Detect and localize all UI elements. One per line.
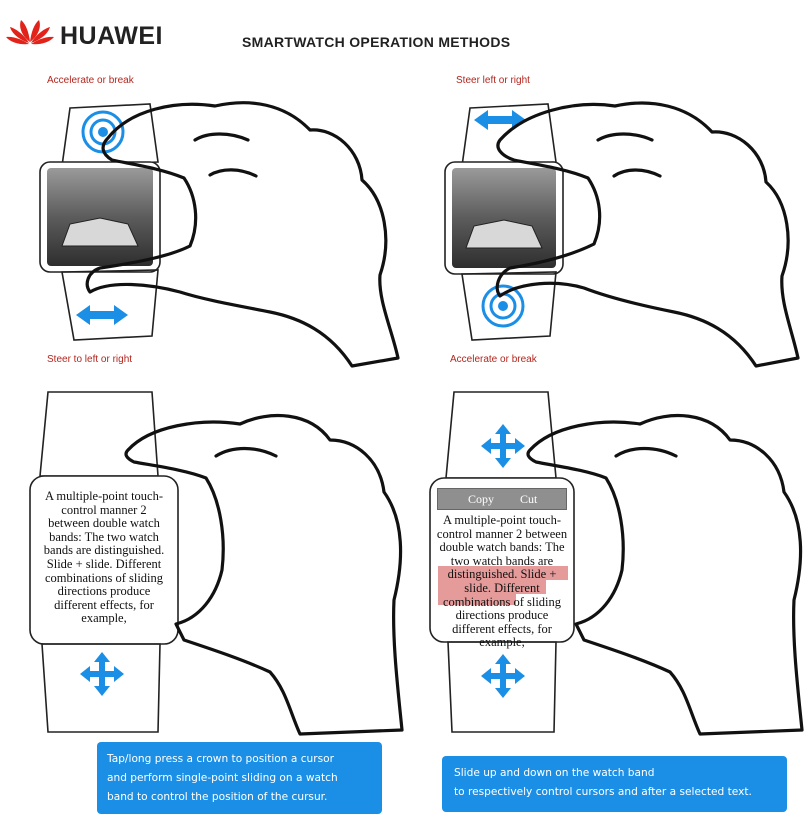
four-way-arrow-icon [481, 654, 525, 698]
four-way-arrow-icon [481, 424, 525, 468]
four-way-arrow-icon [80, 652, 124, 696]
info-box-right [442, 756, 787, 812]
caption-bottom-right: Accelerate or break [450, 354, 537, 365]
touch-target-icon [483, 286, 523, 326]
copy-cut-toolbar [437, 488, 567, 510]
copy-button[interactable]: Copy [468, 492, 495, 506]
watch-screen-text-right[interactable]: A multiple-point touch- control manner 2 between double watch bands: The two watch bands are distinguished. Slide + slide. Different combinations of sliding directions produce different effects, for example, [436, 513, 568, 650]
info-line: to respectively control cursors and after a selected text. [454, 786, 752, 798]
caption-bottom-left: Steer to left or right [47, 354, 133, 365]
huawei-logo [6, 20, 54, 44]
info-line: Slide up and down on the watch band [454, 767, 655, 779]
game-screen [452, 168, 556, 268]
info-line: Tap/long press a crown to position a cursor [107, 753, 334, 765]
info-line: and perform single-point sliding on a watch [107, 772, 338, 784]
caption-top-right: Steer left or right [456, 75, 530, 86]
brand-name: HUAWEI [60, 22, 163, 50]
info-line: band to control the position of the cursur. [107, 791, 328, 803]
caption-top-left: Accelerate or break [47, 75, 134, 86]
horizontal-arrow-icon [474, 110, 526, 130]
page-title: SMARTWATCH OPERATION METHODS [242, 34, 511, 50]
horizontal-arrow-icon [76, 305, 128, 325]
info-box-left [97, 742, 382, 814]
game-screen [47, 168, 153, 266]
cut-button[interactable]: Cut [520, 492, 538, 506]
watch-screen-text-left: A multiple-point touch- control manner 2 between double watch bands: The two watch bands are distinguished. Slide + slide. Different combinations of sliding directions produce different effects, for example, [43, 489, 165, 626]
